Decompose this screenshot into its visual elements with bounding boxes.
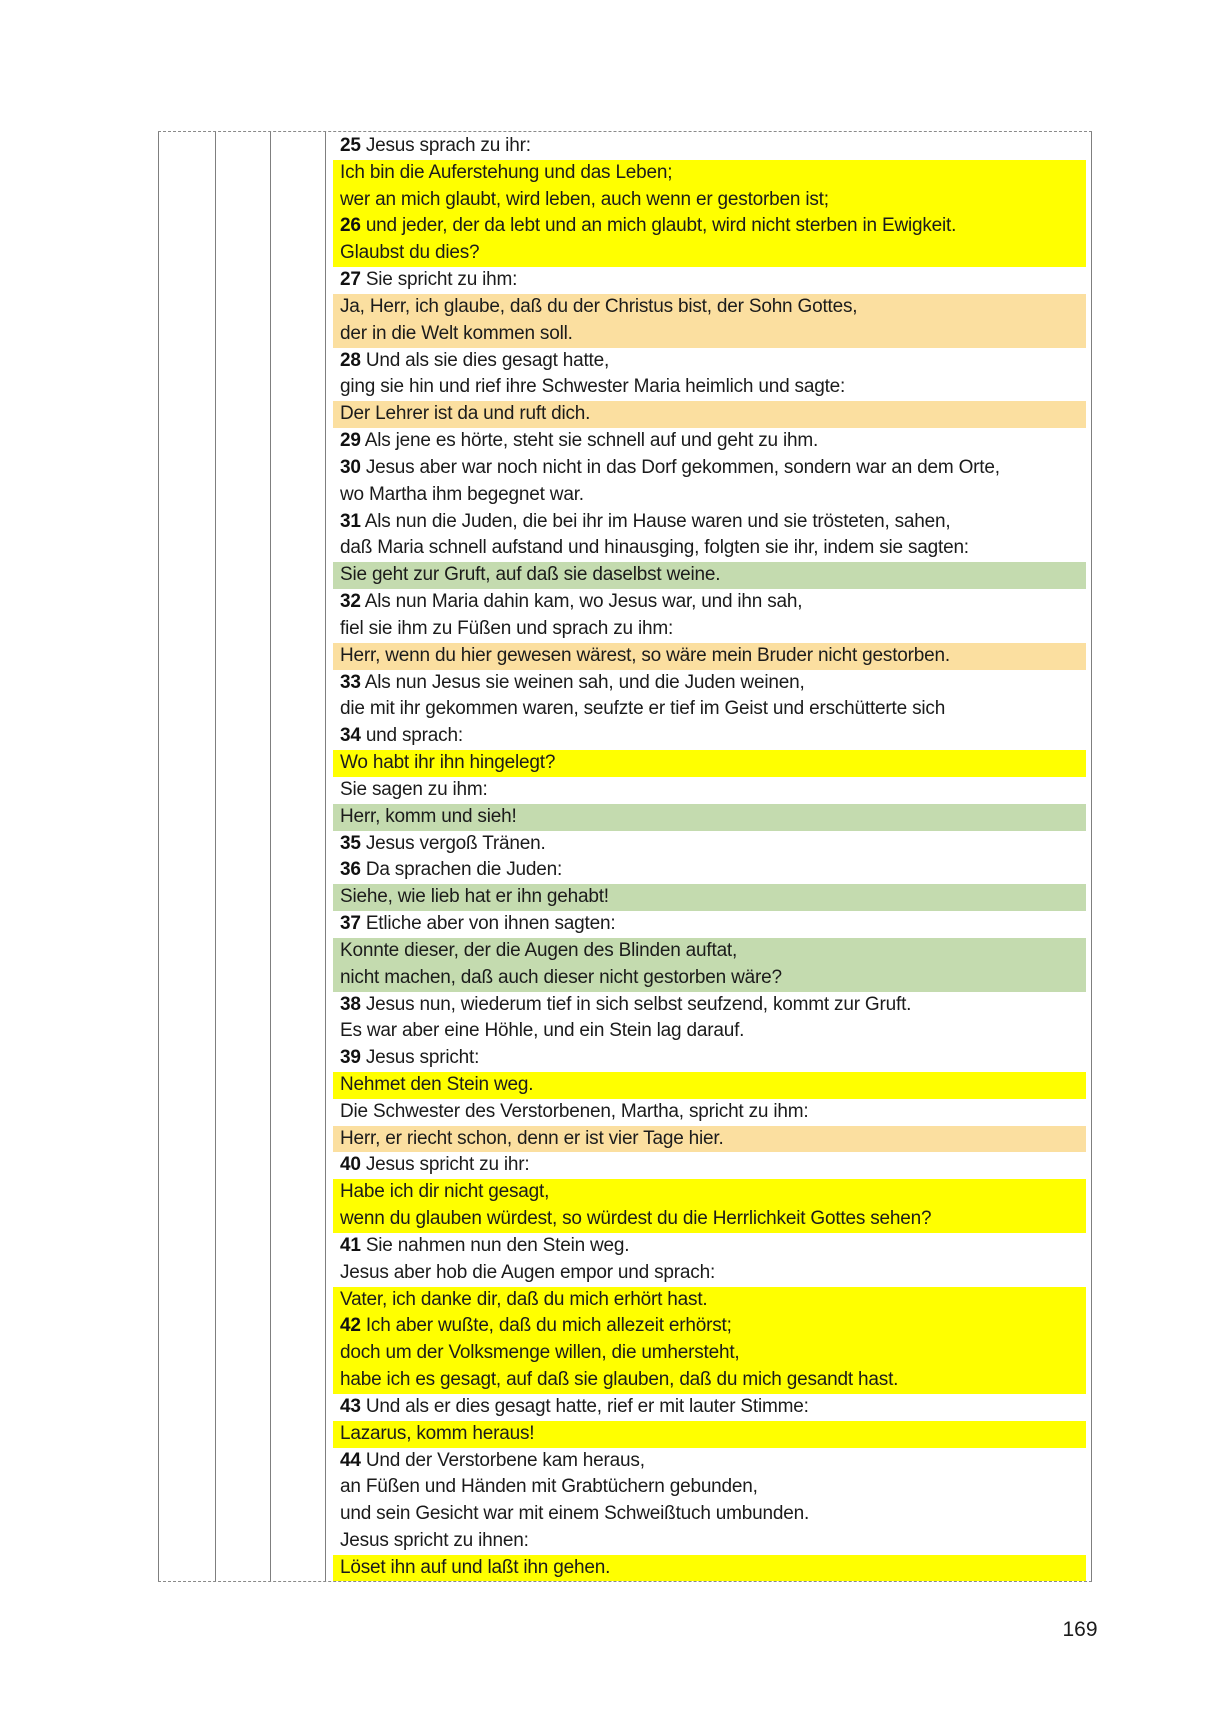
- verse-number: 33: [340, 671, 361, 693]
- text-line: wo Martha ihm begegnet war.: [340, 483, 584, 505]
- text-line-highlight-green: Herr, komm und sieh!: [333, 804, 1086, 831]
- text-line-highlight-yellow: habe ich es gesagt, auf daß sie glauben, daß du mich gesandt hast.: [333, 1367, 1086, 1394]
- text-line-highlight-yellow: Lazarus, komm heraus!: [333, 1421, 1086, 1448]
- text-line: 34 und sprach:: [340, 725, 463, 747]
- text-line: 40 Jesus spricht zu ihr:: [340, 1154, 530, 1176]
- text-line-highlight-orange: Ja, Herr, ich glaube, daß du der Christus bist, der Sohn Gottes,: [333, 294, 1086, 321]
- text-line: 43 Und als er dies gesagt hatte, rief er mit lauter Stimme:: [340, 1395, 809, 1417]
- text-line-highlight-yellow: Nehmet den Stein weg.: [333, 1072, 1086, 1099]
- text-line-highlight-yellow: Ich bin die Auferstehung und das Leben;: [333, 160, 1086, 187]
- text-line-highlight-orange: Herr, er riecht schon, denn er ist vier Tage hier.: [333, 1126, 1086, 1153]
- text-line-highlight-green: Sie geht zur Gruft, auf daß sie daselbst weine.: [333, 562, 1086, 589]
- text-line-highlight-yellow: Vater, ich danke dir, daß du mich erhört hast.: [333, 1287, 1086, 1314]
- verse-number: 27: [340, 269, 361, 291]
- text-line: Sie sagen zu ihm:: [340, 778, 488, 800]
- text-line-highlight-green: Siehe, wie lieb hat er ihn gehabt!: [333, 884, 1086, 911]
- text-line-highlight-yellow: 26 und jeder, der da lebt und an mich glaubt, wird nicht sterben in Ewigkeit.: [333, 213, 1086, 240]
- text-line: 27 Sie spricht zu ihm:: [340, 269, 518, 291]
- text-line-highlight-yellow: Wo habt ihr ihn hingelegt?: [333, 750, 1086, 777]
- text-line-highlight-yellow: Löset ihn auf und laßt ihn gehen.: [333, 1555, 1086, 1581]
- text-line: 32 Als nun Maria dahin kam, wo Jesus war, und ihn sah,: [340, 591, 803, 613]
- text-line-highlight-green: Konnte dieser, der die Augen des Blinden auftat,: [333, 938, 1086, 965]
- verse-number: 35: [340, 832, 361, 854]
- page-number: 169: [1062, 1618, 1098, 1641]
- text-line: 41 Sie nahmen nun den Stein weg.: [340, 1234, 630, 1256]
- text-line: 37 Etliche aber von ihnen sagten:: [340, 913, 616, 935]
- verse-number: 40: [340, 1154, 361, 1176]
- text-line-highlight-yellow: 42 Ich aber wußte, daß du mich allezeit erhörst;: [333, 1313, 1086, 1340]
- verse-number: 38: [340, 993, 361, 1015]
- text-line: 30 Jesus aber war noch nicht in das Dorf gekommen, sondern war an dem Orte,: [340, 456, 1000, 478]
- text-line: die mit ihr gekommen waren, seufzte er tief im Geist und erschütterte sich: [340, 698, 946, 720]
- text-line: daß Maria schnell aufstand und hinausging, folgten sie ihr, indem sie sagten:: [340, 537, 969, 559]
- verse-number: 29: [340, 430, 361, 452]
- verse-number: 26: [340, 215, 361, 237]
- text-line: 39 Jesus spricht:: [340, 1047, 480, 1069]
- verse-number: 31: [340, 510, 361, 532]
- text-line: 28 Und als sie dies gesagt hatte,: [340, 349, 610, 371]
- text-line: 36 Da sprachen die Juden:: [340, 859, 563, 881]
- text-line: 35 Jesus vergoß Tränen.: [340, 832, 546, 854]
- verse-number: 34: [340, 725, 361, 747]
- verse-number: 30: [340, 456, 361, 478]
- verse-number: 44: [340, 1449, 361, 1471]
- text-line-highlight-yellow: Glaubst du dies?: [333, 240, 1086, 267]
- verse-number: 39: [340, 1047, 361, 1069]
- table-empty-column-2: [215, 132, 270, 1581]
- text-line-highlight-yellow: Habe ich dir nicht gesagt,: [333, 1179, 1086, 1206]
- text-line: 33 Als nun Jesus sie weinen sah, und die Juden weinen,: [340, 671, 805, 693]
- text-line: Jesus aber hob die Augen empor und sprach:: [340, 1261, 716, 1283]
- text-column: [325, 132, 1092, 1581]
- text-line: und sein Gesicht war mit einem Schweißtuch umbunden.: [340, 1503, 810, 1525]
- verse-number: 28: [340, 349, 361, 371]
- text-line: fiel sie ihm zu Füßen und sprach zu ihm:: [340, 617, 674, 639]
- table-empty-column-3: [270, 132, 325, 1581]
- text-line-highlight-yellow: wenn du glauben würdest, so würdest du die Herrlichkeit Gottes sehen?: [333, 1206, 1086, 1233]
- text-line-highlight-orange: Der Lehrer ist da und ruft dich.: [333, 401, 1086, 428]
- verse-number: 37: [340, 913, 361, 935]
- text-line: ging sie hin und rief ihre Schwester Maria heimlich und sagte:: [340, 376, 846, 398]
- text-line-highlight-orange: der in die Welt kommen soll.: [333, 321, 1086, 348]
- verse-number: 36: [340, 859, 361, 881]
- table-empty-column-1: [158, 132, 215, 1581]
- text-line: Die Schwester des Verstorbenen, Martha, spricht zu ihm:: [340, 1100, 809, 1122]
- text-line-highlight-green: nicht machen, daß auch dieser nicht gestorben wäre?: [333, 965, 1086, 992]
- text-line-highlight-yellow: wer an mich glaubt, wird leben, auch wenn er gestorben ist;: [333, 187, 1086, 214]
- text-line-highlight-yellow: doch um der Volksmenge willen, die umhersteht,: [333, 1340, 1086, 1367]
- scripture-table: [158, 131, 1092, 1582]
- text-line: an Füßen und Händen mit Grabtüchern gebunden,: [340, 1476, 758, 1498]
- verse-number: 25: [340, 135, 361, 156]
- text-line: 25 Jesus sprach zu ihr:: [340, 135, 531, 156]
- verse-number: 41: [340, 1234, 361, 1256]
- text-line: Es war aber eine Höhle, und ein Stein lag darauf.: [340, 1020, 745, 1042]
- text-line: 44 Und der Verstorbene kam heraus,: [340, 1449, 645, 1471]
- text-line: Jesus spricht zu ihnen:: [340, 1530, 529, 1552]
- verse-number: 42: [340, 1315, 361, 1337]
- text-line: 29 Als jene es hörte, steht sie schnell auf und geht zu ihm.: [340, 430, 819, 452]
- text-line-highlight-orange: Herr, wenn du hier gewesen wärest, so wäre mein Bruder nicht gestorben.: [333, 643, 1086, 670]
- text-line: 38 Jesus nun, wiederum tief in sich selbst seufzend, kommt zur Gruft.: [340, 993, 912, 1015]
- text-line: 31 Als nun die Juden, die bei ihr im Hause waren und sie trösteten, sahen,: [340, 510, 951, 532]
- verse-number: 43: [340, 1395, 361, 1417]
- verse-number: 32: [340, 591, 361, 613]
